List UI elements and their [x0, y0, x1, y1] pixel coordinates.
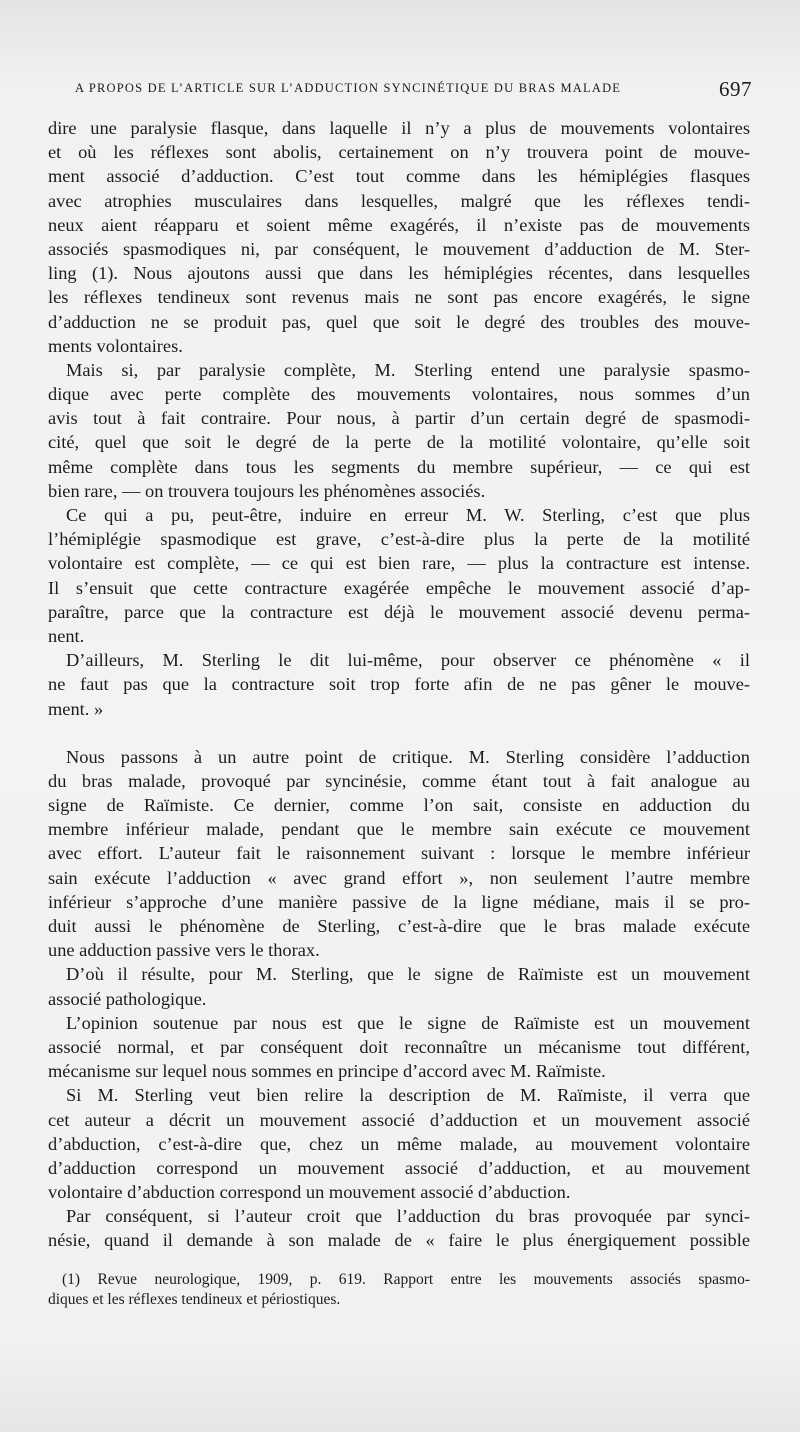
body-text-line: D’où il résulte, pour M. Sterling, que le signe de Raïmiste est un mouvement [66, 964, 750, 985]
body-text-line: d’adduction correspond un mouvement associé d’adduction, et au mouvement [48, 1157, 750, 1178]
body-text-line: signe de Raïmiste. Ce dernier, comme l’on sait, consiste en adduction du [48, 795, 750, 816]
body-text-line: nésie, quand il demande à son malade de « faire le plus énergiquement possible [48, 1230, 750, 1251]
body-text-line: Si M. Sterling veut bien relire la description de M. Raïmiste, il verra que [66, 1085, 750, 1106]
body-text-line: neux aient réapparu et soient même exagérés, il n’existe pas de mouvements [48, 214, 750, 235]
body-text-line: l’hémiplégie spasmodique est grave, c’est-à-dire plus la perte de la motilité [48, 529, 750, 550]
footnote-line: (1) Revue neurologique, 1909, p. 619. Rapport entre les mouvements associés spasmo- [62, 1271, 750, 1288]
body-text-line: inférieur s’approche d’une manière passive de la ligne médiane, mais il se pro- [48, 891, 750, 912]
body-text-line: ne faut pas que la contracture soit trop forte afin de ne pas gêner le mouve- [48, 674, 750, 695]
page-number: 697 [719, 77, 752, 101]
body-text-line: Nous passons à un autre point de critique. M. Sterling considère l’adduction [66, 746, 750, 767]
body-text-line: L’opinion soutenue par nous est que le signe de Raïmiste est un mouvement [66, 1012, 750, 1033]
footnote-line: diques et les réflexes tendineux et périostiques. [48, 1291, 341, 1308]
page-header [75, 77, 752, 103]
body-text-line: membre inférieur malade, pendant que le membre sain exécute ce mouvement [48, 819, 750, 840]
body-text-line: cet auteur a décrit un mouvement associé d’adduction et un mouvement associé [48, 1109, 750, 1130]
body-text-line: ment associé d’adduction. C’est tout comme dans les hémiplégies flasques [48, 166, 750, 187]
body-text-line: dire une paralysie flasque, dans laquelle il n’y a plus de mouvements volontaires [48, 118, 750, 138]
body-text-line: avec effort. L’auteur fait le raisonnement suivant : lorsque le membre inférieur [48, 843, 750, 864]
body-text-line: dique avec perte complète des mouvements volontaires, nous sommes d’un [48, 384, 750, 405]
body-text-line: duit aussi le phénomène de Sterling, c’est-à-dire que le bras malade exécute [48, 916, 750, 936]
body-text-line: associés spasmodiques ni, par conséquent, le mouvement d’adduction de M. Ster- [48, 238, 750, 259]
body-text-line: avec atrophies musculaires dans lesquelles, malgré que les réflexes tendi- [48, 190, 750, 211]
section-gap [48, 721, 750, 745]
footnote [48, 1270, 750, 1310]
body-text-line: sain exécute l’adduction « avec grand effort », non seulement l’autre membre [48, 867, 750, 888]
body-text-line: nent. [48, 625, 85, 646]
body-text-line: ments volontaires. [48, 335, 183, 356]
body-text-line: Mais si, par paralysie complète, M. Sterling entend une paralysie spasmo- [66, 359, 750, 380]
body-text [48, 116, 750, 1253]
body-text-line: et où les réflexes sont abolis, certainement on n’y trouvera point de mouve- [48, 142, 750, 163]
body-text-line: volontaire d’abduction correspond un mouvement associé d’abduction. [48, 1182, 571, 1203]
body-text-line: du bras malade, provoqué par syncinésie, comme étant tout à fait analogue au [48, 770, 750, 791]
body-text-line: Il s’ensuit que cette contracture exagérée empêche le mouvement associé d’ap- [48, 577, 750, 598]
body-text-line: cité, quel que soit le degré de la perte de la motilité volontaire, qu’elle soit [48, 432, 750, 453]
body-text-line: associé pathologique. [48, 988, 207, 1009]
body-text-line: Ce qui a pu, peut-être, induire en erreur M. W. Sterling, c’est que plus [66, 505, 750, 525]
body-text-line: volontaire est complète, — ce qui est bien rare, — plus la contracture est intense. [48, 553, 750, 574]
body-text-line: d’adduction ne se produit pas, quel que soit le degré des troubles des mouve- [48, 311, 750, 332]
body-text-line: d’abduction, c’est-à-dire que, chez un même malade, au mouvement volontaire [48, 1133, 750, 1154]
body-text-line: avis tout à fait contraire. Pour nous, à partir d’un certain degré de spasmodi- [48, 408, 750, 429]
body-text-line: associé normal, et par conséquent doit reconnaître un mécanisme tout différent, [48, 1036, 750, 1057]
running-head: A PROPOS DE L’ARTICLE SUR L’ADDUCTION SYNCINÉTIQUE DU BRAS MALADE [75, 81, 622, 95]
body-text-line: une adduction passive vers le thorax. [48, 940, 320, 961]
body-text-line: mécanisme sur lequel nous sommes en principe d’accord avec M. Raïmiste. [48, 1061, 606, 1082]
body-text-line: paraître, parce que la contracture est déjà le mouvement associé devenu perma- [48, 601, 750, 622]
body-text-line: ling (1). Nous ajoutons aussi que dans les hémiplégies récentes, dans lesquelles [48, 263, 750, 284]
body-text-line: ment. » [48, 698, 104, 719]
body-text-line: D’ailleurs, M. Sterling le dit lui-même, pour observer ce phénomène « il [66, 650, 750, 671]
body-text-line: même complète dans tous les segments du membre supérieur, — ce qui est [48, 456, 750, 477]
body-text-line: les réflexes tendineux sont revenus mais ne sont pas encore exagérés, le signe [48, 287, 750, 308]
body-text-line: bien rare, — on trouvera toujours les phénomènes associés. [48, 480, 486, 501]
body-text-line: Par conséquent, si l’auteur croit que l’adduction du bras provoquée par synci- [66, 1206, 750, 1227]
